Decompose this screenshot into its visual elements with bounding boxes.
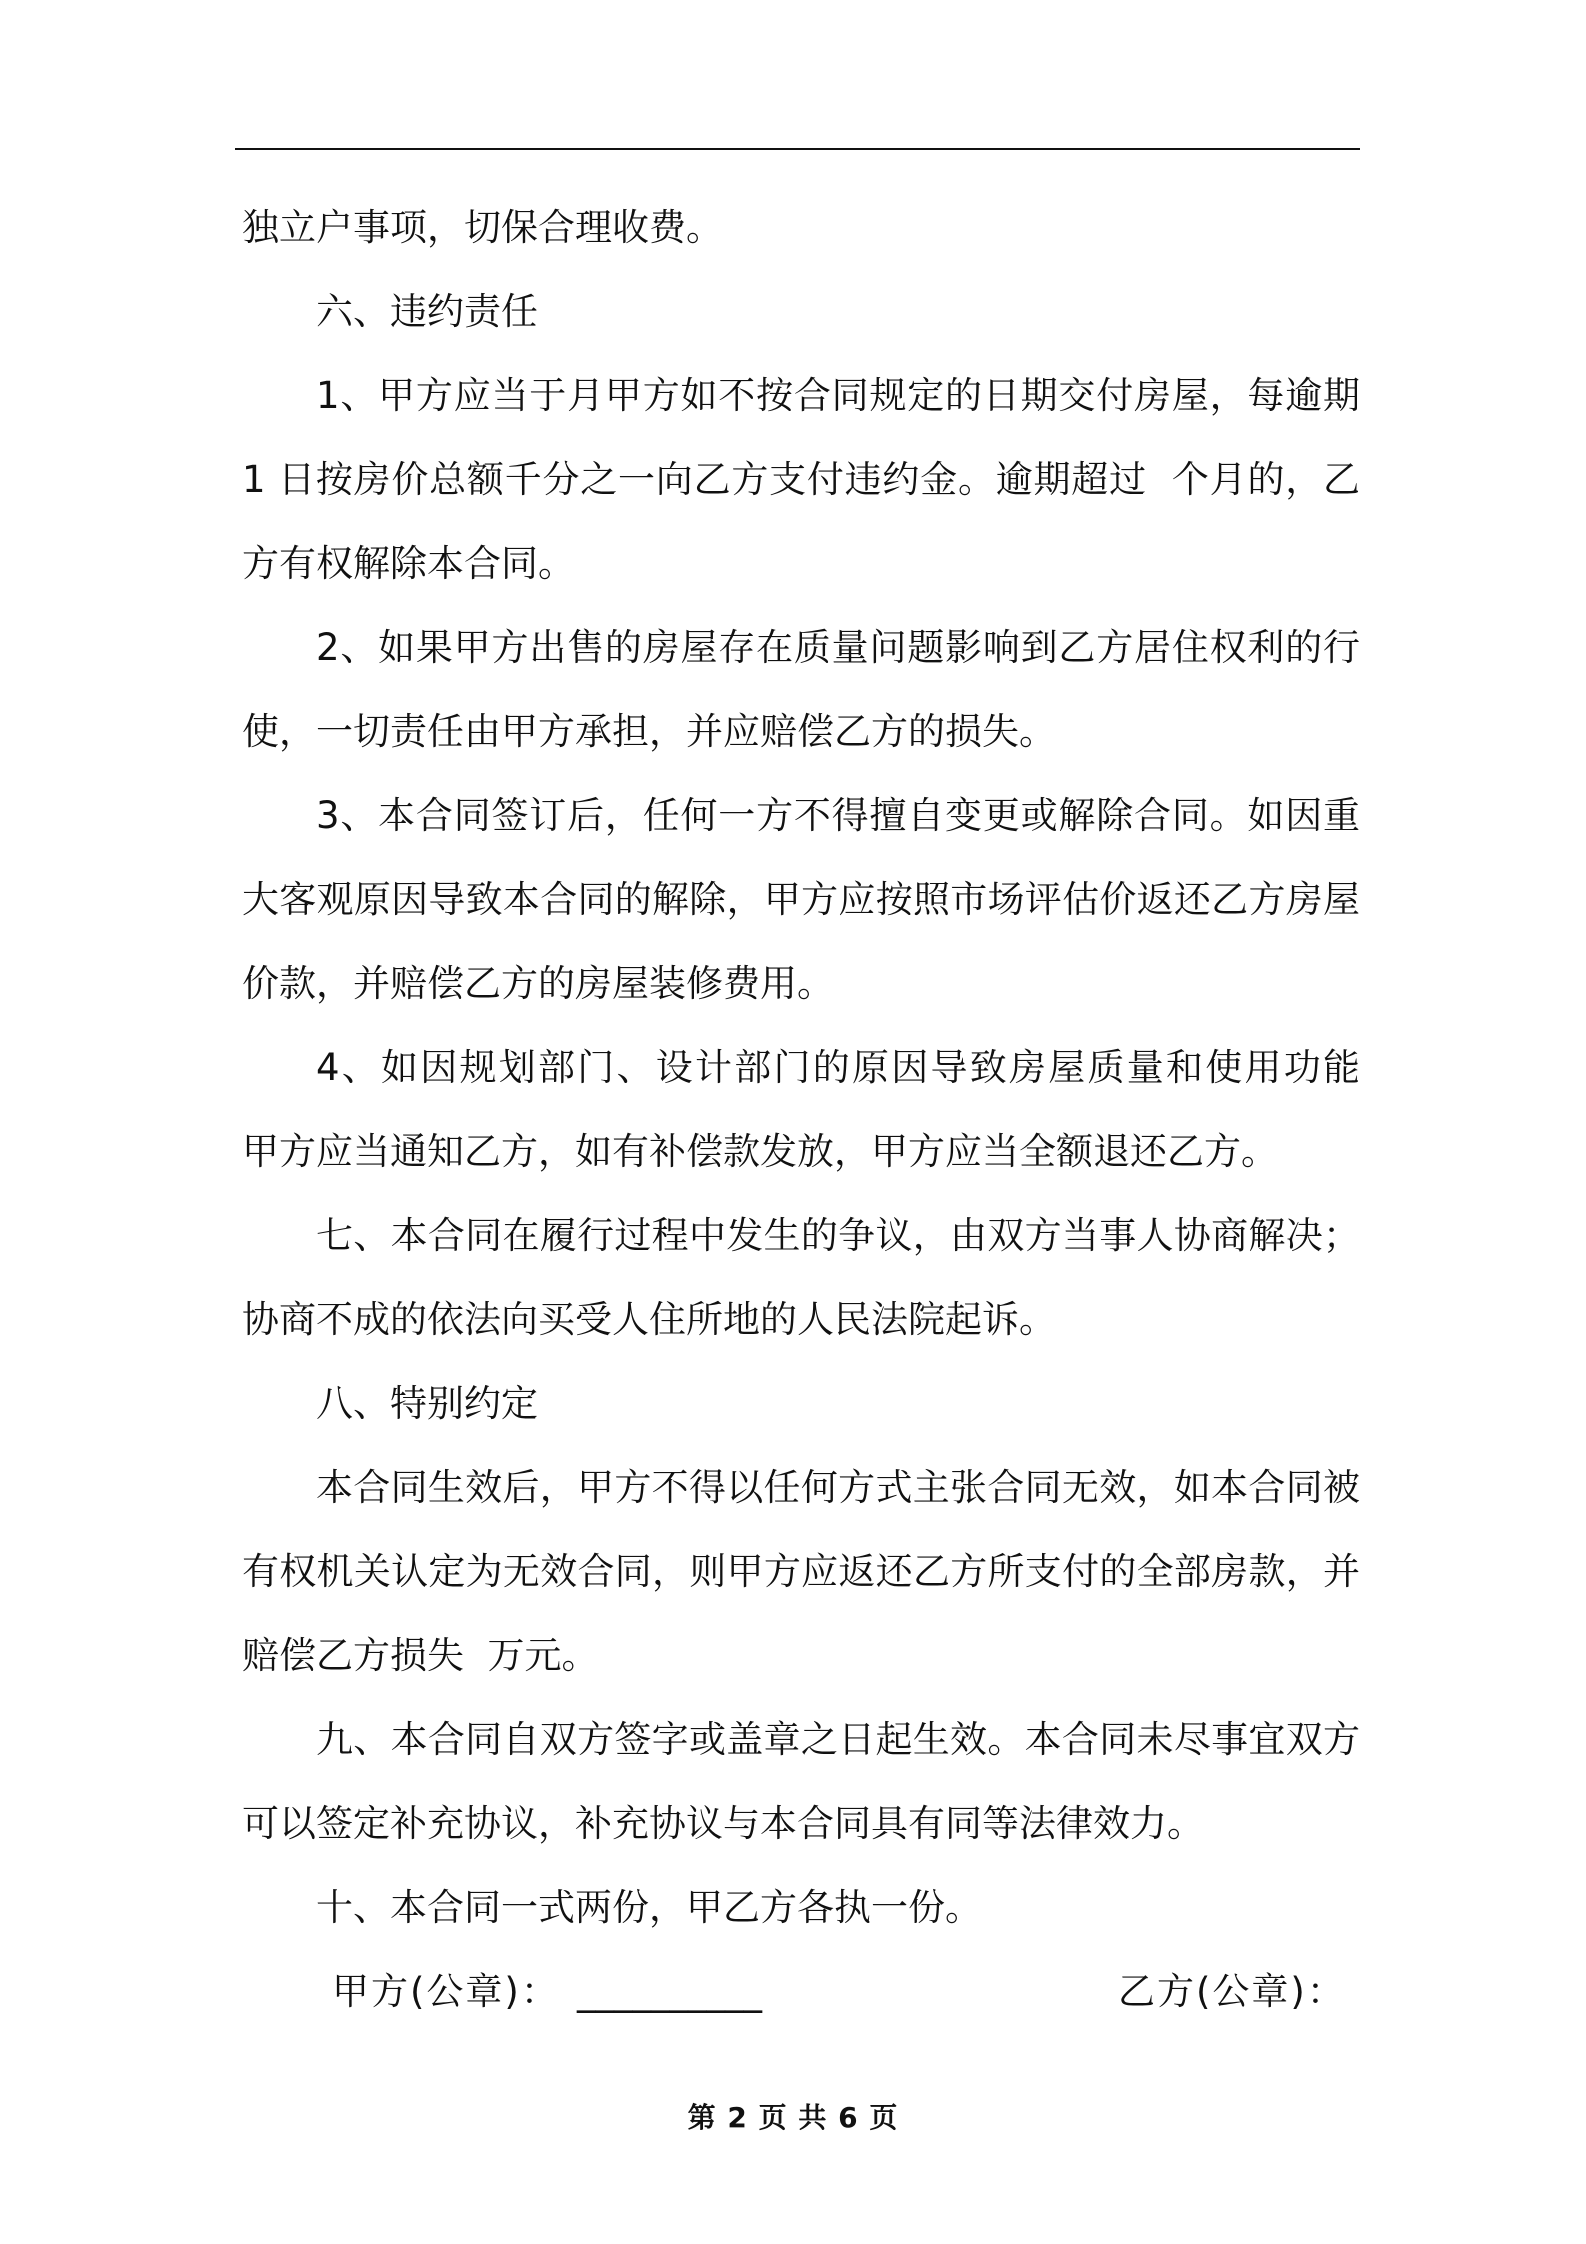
text-line: 3、本合同签订后，任何一方不得擅自变更或解除合同。如因重 [316,794,1360,837]
text-line: 可以签定补充协议，补充协议与本合同具有同等法律效力。 [242,1802,1204,1845]
contract-body [242,186,1360,1950]
paragraph-continuation [242,186,1360,270]
party-a-signature-blank: __________ [577,1970,762,2013]
special-clause [242,1446,1360,1698]
text-line: 十、本合同一式两份，甲乙方各执一份。 [316,1886,982,1929]
clause-2 [242,606,1360,774]
section-dispute [242,1194,1360,1362]
text-line: 4、如因规划部门、设计部门的原因导致房屋质量和使用功能 [316,1046,1360,1089]
text-line: 独立户事项，切保合理收费。 [242,206,723,249]
clause-3 [242,774,1360,1026]
text-line: 价款，并赔偿乙方的房屋装修费用。 [242,962,834,1005]
text-line: 赔偿乙方损失 万元。 [242,1634,599,1677]
text-line: 使，一切责任由甲方承担，并应赔偿乙方的损失。 [242,710,1056,753]
clause-4 [242,1026,1360,1194]
section-heading: 六、违约责任 [316,290,538,333]
party-b-seal-label: 乙方(公章)： [1118,1970,1346,2013]
signature-row [0,1950,1586,2034]
text-line: 1 日按房价总额千分之一向乙方支付违约金。逾期超过 个月的，乙 [242,458,1360,501]
section-effect [242,1698,1360,1866]
clause-1 [242,354,1360,606]
party-a-seal-label: 甲方(公章)： [332,1970,560,2013]
page-number-footer: 第 2 页 共 6 页 [687,2101,899,2134]
text-line: 甲方应当通知乙方，如有补偿款发放，甲方应当全额退还乙方。 [242,1130,1278,1173]
text-line: 有权机关认定为无效合同，则甲方应返还乙方所支付的全部房款，并 [242,1550,1360,1593]
section-heading-breach [242,270,1360,354]
text-line: 九、本合同自双方签字或盖章之日起生效。本合同未尽事宜双方 [316,1718,1360,1761]
section-copies [242,1866,1360,1950]
text-line: 大客观原因导致本合同的解除，甲方应按照市场评估价返还乙方房屋 [242,878,1360,921]
section-heading-special [242,1362,1360,1446]
text-line: 方有权解除本合同。 [242,542,575,585]
text-line: 1、甲方应当于月甲方如不按合同规定的日期交付房屋，每逾期 [316,374,1360,417]
text-line: 协商不成的依法向买受人住所地的人民法院起诉。 [242,1298,1056,1341]
text-line: 七、本合同在履行过程中发生的争议，由双方当事人协商解决； [316,1214,1360,1257]
text-line: 本合同生效后，甲方不得以任何方式主张合同无效，如本合同被 [316,1466,1360,1509]
section-heading: 八、特别约定 [316,1382,538,1425]
header-rule [235,148,1360,150]
text-line: 2、如果甲方出售的房屋存在质量问题影响到乙方居住权利的行 [316,626,1360,669]
